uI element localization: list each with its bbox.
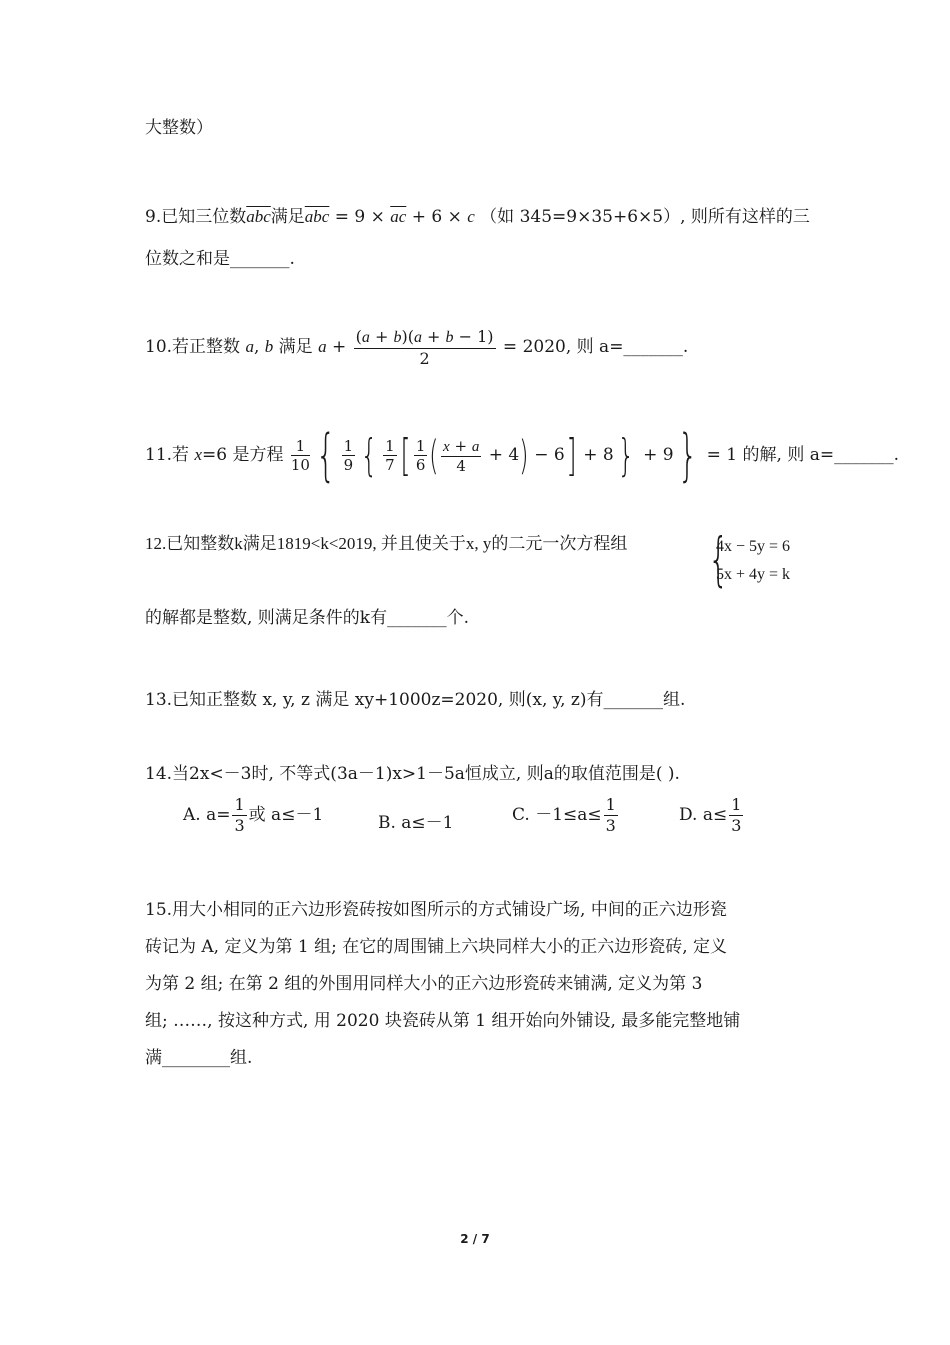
system-eq-1: 4x − 5y = 6 — [716, 538, 791, 555]
q11-prefix: 11.若 — [145, 445, 195, 465]
option-b: B. a≤－1 — [378, 813, 454, 833]
continuation-text: 大整数） — [145, 118, 213, 138]
page-number: 2 / 7 — [460, 1232, 490, 1246]
question-15-line-3: 为第 2 组; 在第 2 组的外围用同样大小的正六边形瓷砖来铺满, 定义为第 3 — [145, 974, 703, 994]
question-13: 13.已知正整数 x, y, z 满足 xy+1000z=2020, 则(x, y, z)有_______组. — [145, 690, 686, 710]
question-12-line2: 的解都是整数, 则满足条件的k有_______个. — [145, 608, 470, 628]
q10-fraction: $\frac{(a + b)(a + b - 1)}{2}$ — [355, 326, 494, 368]
question-9-line2: 位数之和是_______. — [145, 249, 295, 269]
q10-prefix: 10.若正整数 — [145, 337, 246, 357]
question-15-line-4: 组; ……, 按这种方式, 用 2020 块瓷砖从第 1 组开始向外铺设, 最多能完整地铺 — [145, 1011, 741, 1031]
q9-prefix: 9.已知三位数 — [145, 207, 247, 227]
question-9: 9.已知三位数$\overline{abc}$满足$\overline{abc} = 9 \times \overline{ac} + 6 \times c$ （如 345=9×35+6×5）, 则所有这样的三 — [145, 207, 810, 227]
question-11: 11.若 x=6 是方程 $\frac{1}{10}$ { $\frac{1}{9}$ { $\frac{1}{7}$ [ $\frac{1}{6}$ ( $\frac{x + a}{4}$ + 4) − 6] + 8} + 9} = 1 的解, 则 a=_______. — [145, 422, 900, 488]
question-15-line-2: 砖记为 A, 定义为第 1 组; 在它的周围铺上六块同样大小的正六边形瓷砖, 定义 — [145, 937, 728, 957]
q9-example: （如 345=9×35+6×5）, 则所有这样的三 — [480, 207, 810, 227]
question-14: 14.当2x<－3时, 不等式(3a－1)x>1－5a恒成立, 则a的取值范围是( ). — [145, 764, 680, 784]
question-12: 12.已知整数k满足1819<k<2019, 并且使关于x, y的二元一次方程组 — [145, 534, 628, 553]
option-c: C. －1≤a≤ $\frac{1}{3}$ — [512, 795, 616, 835]
q9-mid: 满足 — [270, 207, 305, 227]
system-eq-2: 5x + 4y = k — [716, 566, 791, 583]
question-15-line-5: 满________组. — [145, 1048, 253, 1068]
q11-suffix: = 1 的解, 则 a=_______. — [701, 445, 900, 465]
q10-suffix: = 2020, 则 a=_______. — [497, 337, 689, 357]
question-10: 10.若正整数 a, b 满足 a + $\frac{(a + b)(a + b - 1)}{2}$ = 2020, 则 a=_______. — [145, 326, 689, 368]
option-a: A. a= $\frac{1}{3}$ 或 a≤－1 — [183, 795, 324, 835]
question-15-line-1: 15.用大小相同的正六边形瓷砖按如图所示的方式铺设广场, 中间的正六边形瓷 — [145, 900, 727, 920]
option-d: D. a≤ $\frac{1}{3}$ — [679, 795, 742, 835]
